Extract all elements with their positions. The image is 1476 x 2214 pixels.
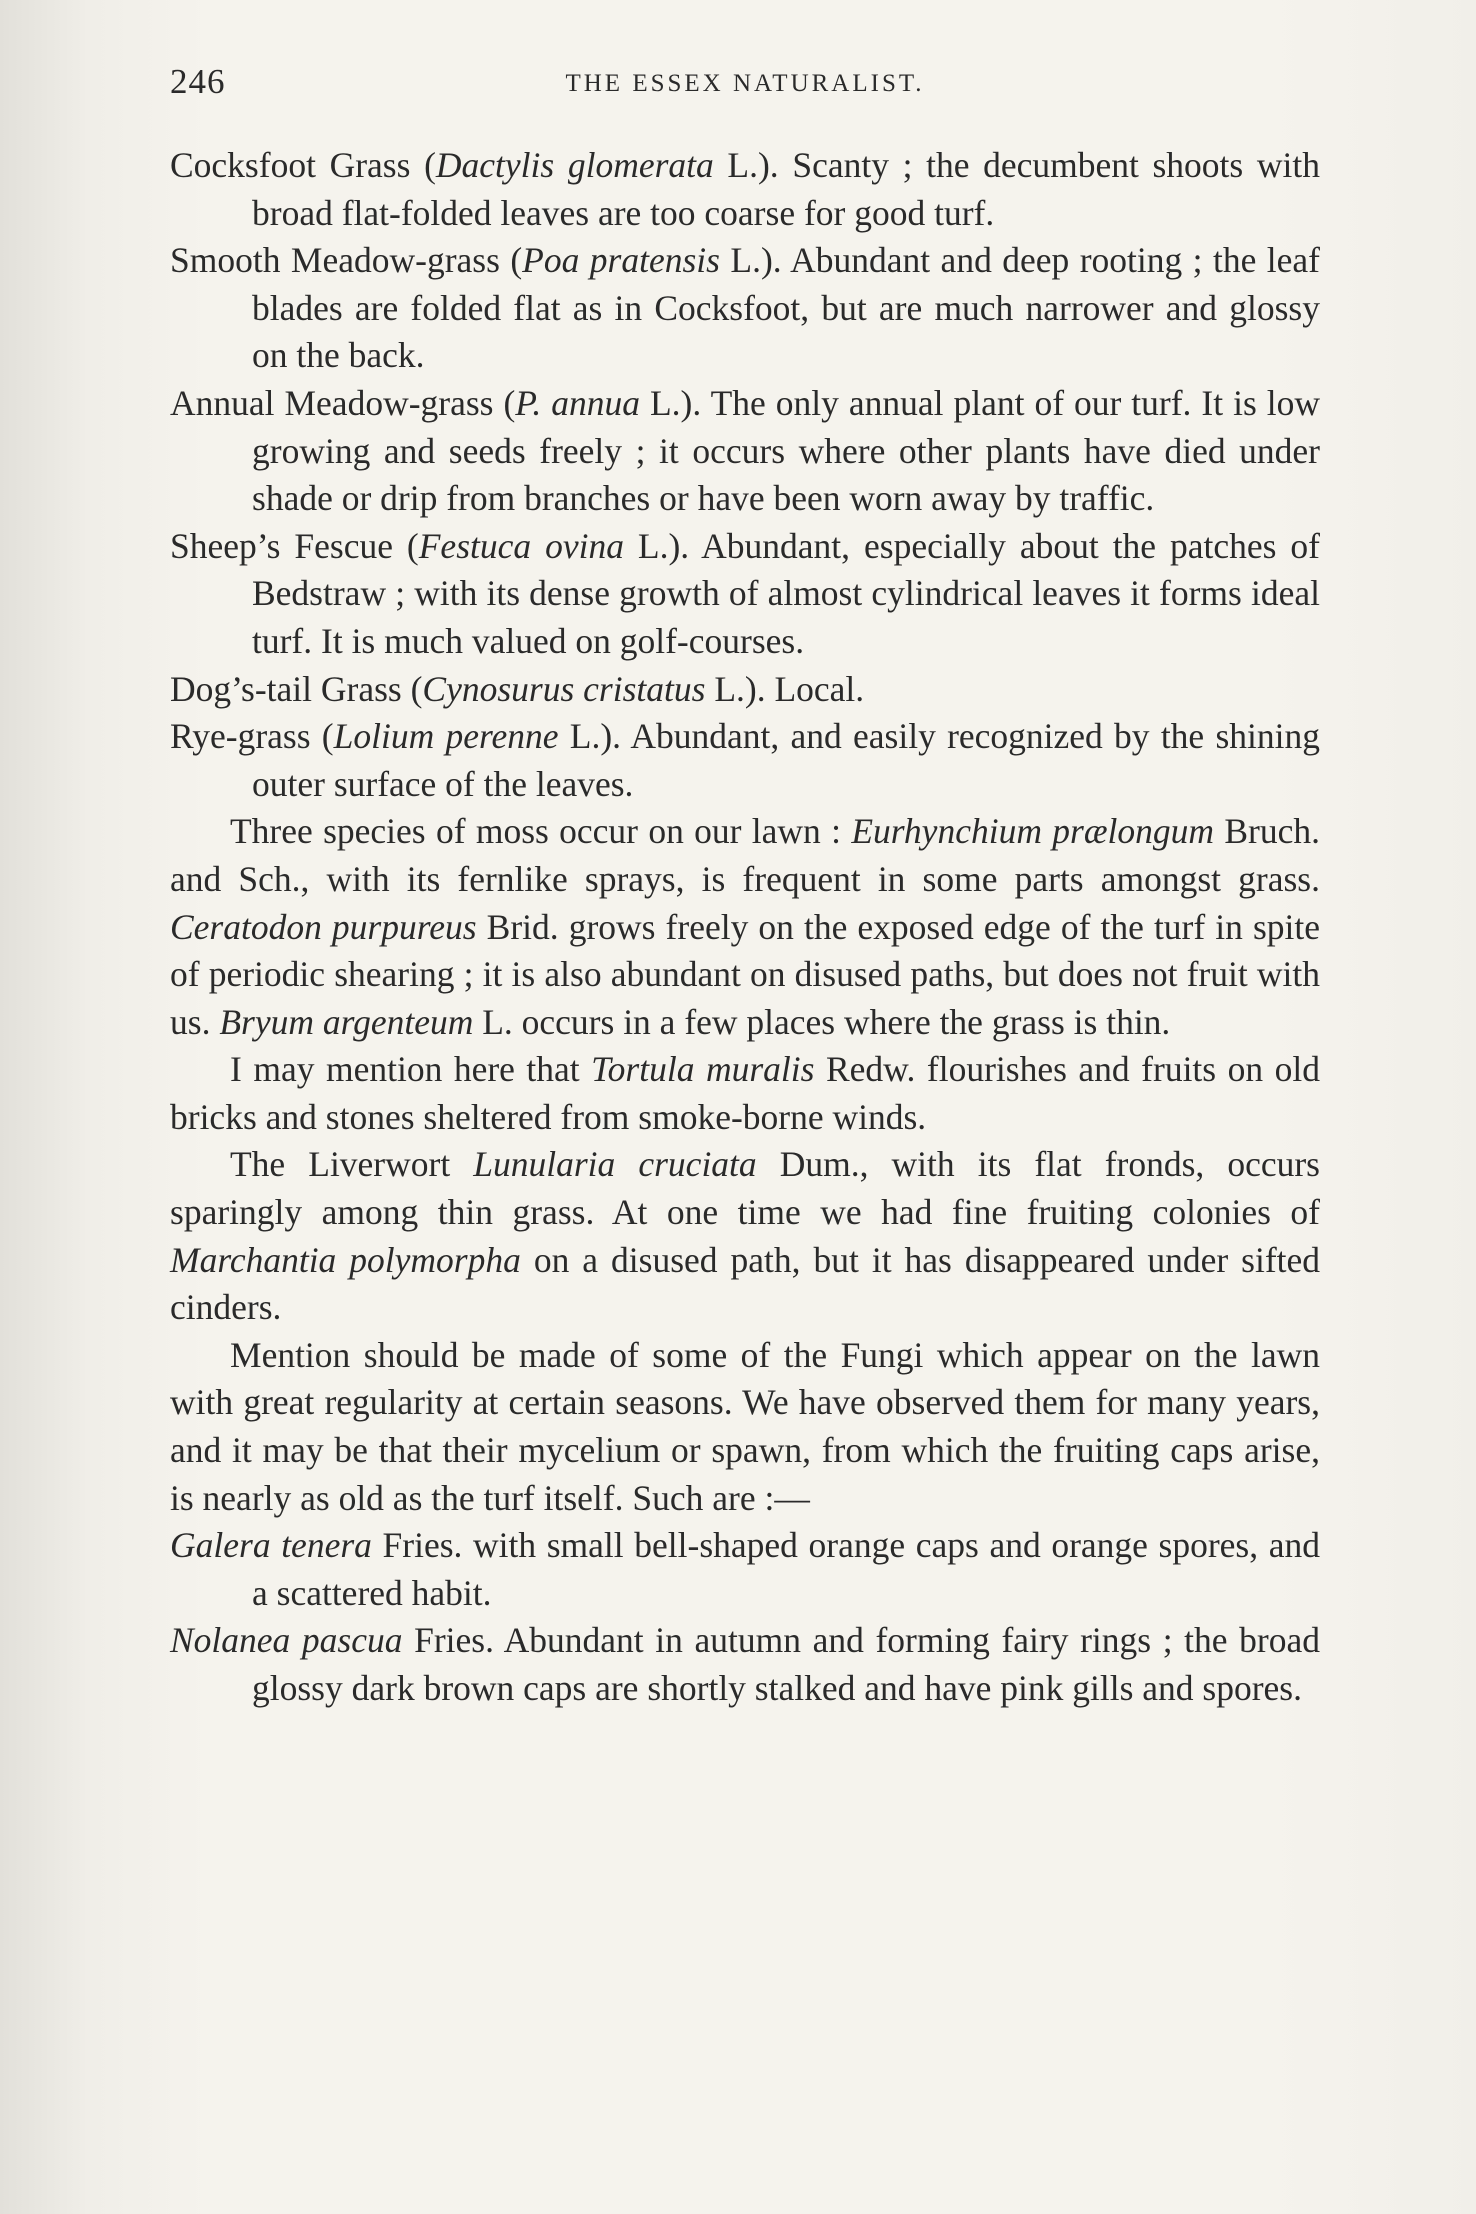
species-entry-dogs-tail-grass: Dog’s-tail Grass (Cynosurus cristatus L.). Local. (170, 668, 865, 709)
latin-name: Eurhynchium prælongum (851, 811, 1215, 852)
page-number: 246 (170, 62, 226, 101)
species-entry-cocksfoot: Cocksfoot Grass (Dactylis glomerata L.). Scanty ; the decumbent shoots with broad flat-folded leaves are too coarse for good turf. (170, 145, 1320, 233)
latin-name: Festuca ovina (418, 525, 624, 566)
species-entry-sheeps-fescue: Sheep’s Fescue (Festuca ovina L.). Abundant, especially about the patches of Bedstraw ; with its dense growth of almost cylindrical leaves it forms ideal turf. It is much valued on golf-courses. (170, 525, 1320, 661)
running-title: THE ESSEX NATURALIST. (565, 70, 925, 97)
latin-name: P. annua (515, 382, 641, 423)
paragraph-fungi: Mention should be made of some of the Fungi which appear on the lawn with great regularity at certain seasons. We have observed them for many years, and it may be that their mycelium or spawn, from which the fruiting caps arise, is nearly as old as the turf itself. Such are :— (170, 1334, 1320, 1518)
latin-name: Lunularia cruciata (473, 1144, 757, 1185)
paragraph-tortula: I may mention here that Tortula muralis Redw. flourishes and fruits on old bricks and stones sheltered from smoke-borne winds. (170, 1049, 1320, 1137)
species-entry-smooth-meadow-grass: Smooth Meadow-grass (Poa pratensis L.). Abundant and deep rooting ; the leaf blades are folded flat as in Cocksfoot, but are much narrower and glossy on the back. (170, 240, 1320, 376)
paragraph-moss: Three species of moss occur on our lawn : Eurhynchium prælongum Bruch. and Sch., with its fernlike sprays, is frequent in some parts amongst grass. Ceratodon purpureus Brid. grows freely on the exposed edge of the turf in spite of periodic shearing ; it is also abundant on disused paths, but does not fruit with us. Bryum argenteum L. occurs in a few places where the grass is thin. (170, 811, 1321, 1042)
fungus-entry-galera: Galera tenera Fries. with small bell-shaped orange caps and orange spores, and a scattered habit. (170, 1525, 1320, 1613)
paragraph-liverwort: The Liverwort Lunularia cruciata Dum., with its flat fronds, occurs sparingly among thin grass. At one time we had fine fruiting colonies of Marchantia polymorpha on a disused path, but it has disappeared under sifted cinders. (170, 1144, 1321, 1328)
latin-name: Dactylis glomerata (435, 145, 714, 185)
latin-name: Ceratodon purpureus (170, 906, 477, 947)
species-entry-rye-grass: Rye-grass (Lolium perenne L.). Abundant, and easily recognized by the shining outer surface of the leaves. (170, 716, 1320, 804)
latin-name: Cynosurus cristatus (422, 668, 706, 709)
latin-name: Tortula muralis (591, 1049, 815, 1090)
latin-name: Marchantia polymorpha (170, 1239, 521, 1280)
page-header (170, 62, 1320, 122)
species-entry-annual-meadow-grass: Annual Meadow-grass (P. annua L.). The only annual plant of our turf. It is low growing and seeds freely ; it occurs where other plants have died under shade or drip from branches or have been worn away by traffic. (170, 382, 1320, 519)
latin-name: Lolium perenne (333, 716, 559, 757)
latin-name: Poa pratensis (522, 240, 720, 281)
latin-name: Bryum argenteum (219, 1001, 474, 1042)
fungus-entry-nolanea: Nolanea pascua Fries. Abundant in autumn and forming fairy rings ; the broad glossy dark brown caps are shortly stalked and have pink gills and spores. (170, 1620, 1320, 1708)
latin-name: Galera tenera (170, 1525, 372, 1566)
latin-name: Nolanea pascua (170, 1620, 403, 1661)
page-body (170, 142, 1320, 1713)
